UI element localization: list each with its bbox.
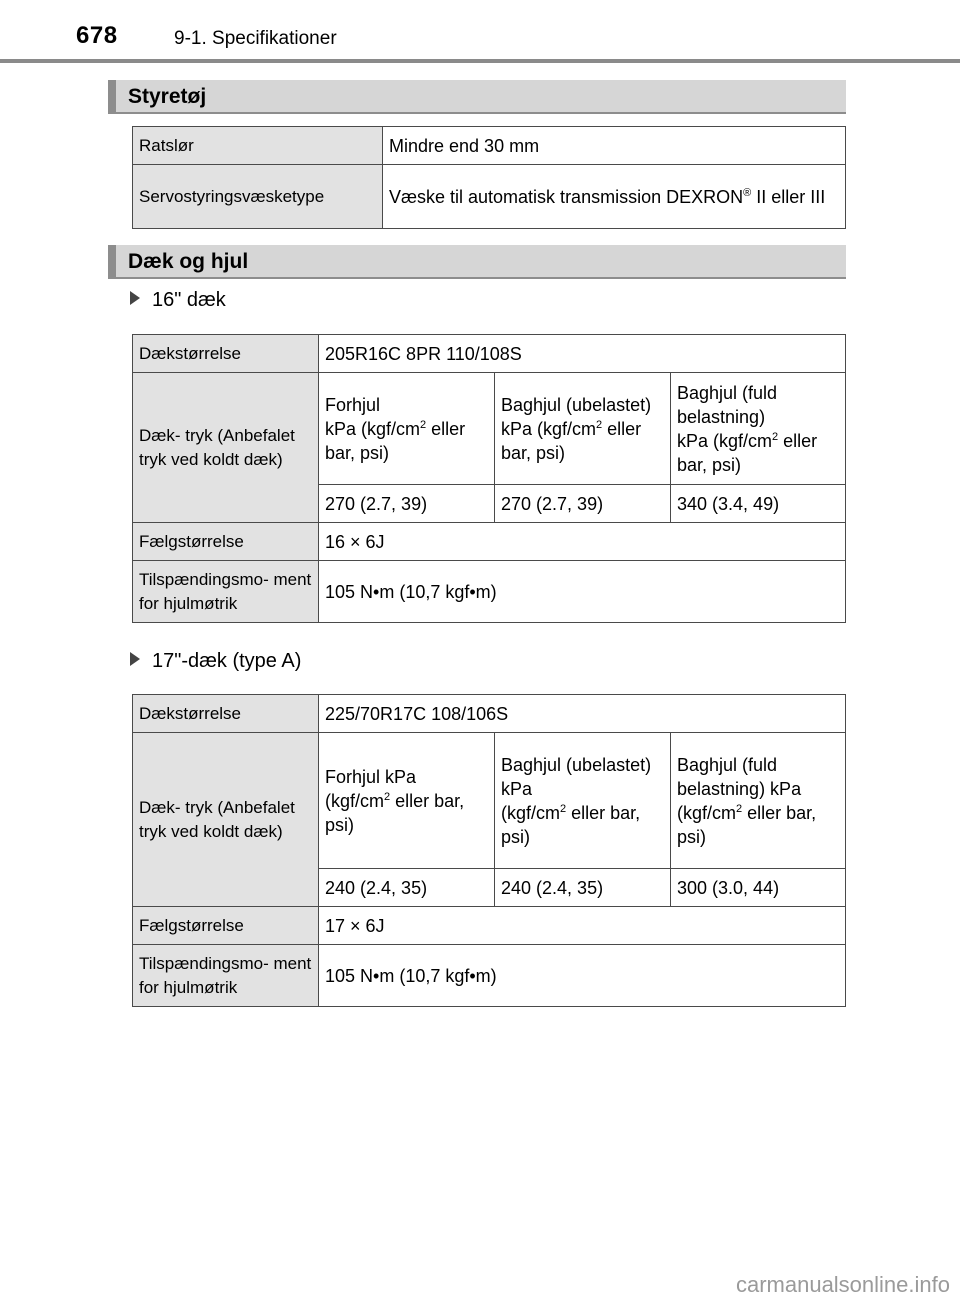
header-text: eller bar, psi) (677, 802, 817, 847)
header-text: eller bar, psi) (501, 418, 642, 463)
header-text: kPa (kgf/cm (677, 430, 773, 451)
tire-size-value: 225/70R17C 108/106S (319, 695, 846, 733)
table-row (133, 907, 846, 945)
tire-pressure-label: Dæk- tryk (Anbefalet tryk ved koldt dæk) (133, 733, 319, 907)
page-header (0, 0, 960, 64)
header-text: Baghjul (fuld belastning) kPa (677, 754, 802, 799)
table-row (133, 127, 846, 165)
header-text: (kgf/cm (501, 802, 561, 823)
header-text: kPa (kgf/cm (325, 418, 421, 439)
subsection-label: 17"-dæk (type A) (152, 650, 302, 672)
tire-size-label: Dækstørrelse (133, 695, 319, 733)
superscript: 2 (560, 802, 567, 815)
power-steering-fluid-label: Servostyringsvæsketype (133, 165, 383, 229)
steering-table (132, 126, 846, 229)
rim-size-label: Fælgstørrelse (133, 907, 319, 945)
section-title: Styretøj (128, 85, 207, 108)
rear-full-pressure-value: 340 (3.4, 49) (671, 485, 846, 523)
fluid-text-tail: II eller III (751, 186, 826, 207)
front-pressure-value: 240 (2.4, 35) (319, 869, 495, 907)
table-row (133, 561, 846, 623)
header-text: (kgf/cm (325, 790, 385, 811)
rear-unloaded-header (495, 373, 671, 485)
nut-torque-value: 105 N•m (10,7 kgf•m) (319, 561, 846, 623)
fluid-text: Væske til automatisk transmission DEXRON (389, 186, 744, 207)
rear-unloaded-pressure-value: 240 (2.4, 35) (495, 869, 671, 907)
triangle-bullet-icon (130, 652, 140, 666)
nut-torque-label: Tilspændingsmo- ment for hjulmøtrik (133, 561, 319, 623)
header-text: kPa (kgf/cm (501, 418, 597, 439)
rim-size-value: 17 × 6J (319, 907, 846, 945)
chapter-title: 9-1. Specifikationer (174, 28, 337, 49)
tire-size-label: Dækstørrelse (133, 335, 319, 373)
header-text: Baghjul (fuld belastning) (677, 382, 778, 427)
nut-torque-value: 105 N•m (10,7 kgf•m) (319, 945, 846, 1007)
tire-table-17 (132, 694, 846, 1007)
subsection-label: 16" dæk (152, 289, 226, 311)
header-text: eller bar, psi) (325, 790, 465, 835)
section-steering-heading (108, 80, 846, 114)
table-row (133, 695, 846, 733)
header-text: (kgf/cm (677, 802, 737, 823)
header-text: eller bar, psi) (501, 802, 641, 847)
tire-table-16 (132, 334, 846, 623)
header-text: Baghjul (ubelastet) kPa (501, 754, 652, 799)
section-tires-heading (108, 245, 846, 279)
rear-full-pressure-value: 300 (3.0, 44) (671, 869, 846, 907)
table-row (133, 335, 846, 373)
rim-size-label: Fælgstørrelse (133, 523, 319, 561)
header-text: eller bar, psi) (677, 430, 818, 475)
header-divider (0, 59, 960, 63)
rear-full-load-header (671, 373, 846, 485)
watermark: carmanualsonline.info (735, 1272, 950, 1297)
rim-size-value: 16 × 6J (319, 523, 846, 561)
superscript: 2 (736, 802, 743, 815)
header-text: Forhjul (325, 394, 381, 415)
power-steering-fluid-value (383, 165, 846, 229)
subsection-16-inch (130, 289, 226, 312)
table-row (133, 373, 846, 485)
header-text: eller bar, psi) (325, 418, 466, 463)
rear-full-load-header (671, 733, 846, 869)
registered-mark: ® (743, 186, 752, 199)
front-wheel-header (319, 373, 495, 485)
steering-play-value: Mindre end 30 mm (383, 127, 846, 165)
superscript: 2 (384, 790, 391, 803)
section-title: Dæk og hjul (128, 250, 249, 273)
tire-size-value: 205R16C 8PR 110/108S (319, 335, 846, 373)
nut-torque-label: Tilspændingsmo- ment for hjulmøtrik (133, 945, 319, 1007)
header-text: Forhjul kPa (325, 766, 417, 787)
superscript: 2 (420, 418, 427, 431)
triangle-bullet-icon (130, 291, 140, 305)
table-row (133, 165, 846, 229)
header-text: Baghjul (ubelastet) (501, 394, 652, 415)
subsection-17-inch (130, 650, 301, 673)
section-accent (108, 245, 116, 277)
table-row (133, 733, 846, 869)
section-accent (108, 80, 116, 112)
front-pressure-value: 270 (2.7, 39) (319, 485, 495, 523)
superscript: 2 (596, 418, 603, 431)
table-row (133, 945, 846, 1007)
page-number: 678 (76, 22, 118, 49)
rear-unloaded-header (495, 733, 671, 869)
steering-play-label: Ratslør (133, 127, 383, 165)
table-row (133, 523, 846, 561)
tire-pressure-label: Dæk- tryk (Anbefalet tryk ved koldt dæk) (133, 373, 319, 523)
front-wheel-header (319, 733, 495, 869)
rear-unloaded-pressure-value: 270 (2.7, 39) (495, 485, 671, 523)
superscript: 2 (772, 430, 779, 443)
